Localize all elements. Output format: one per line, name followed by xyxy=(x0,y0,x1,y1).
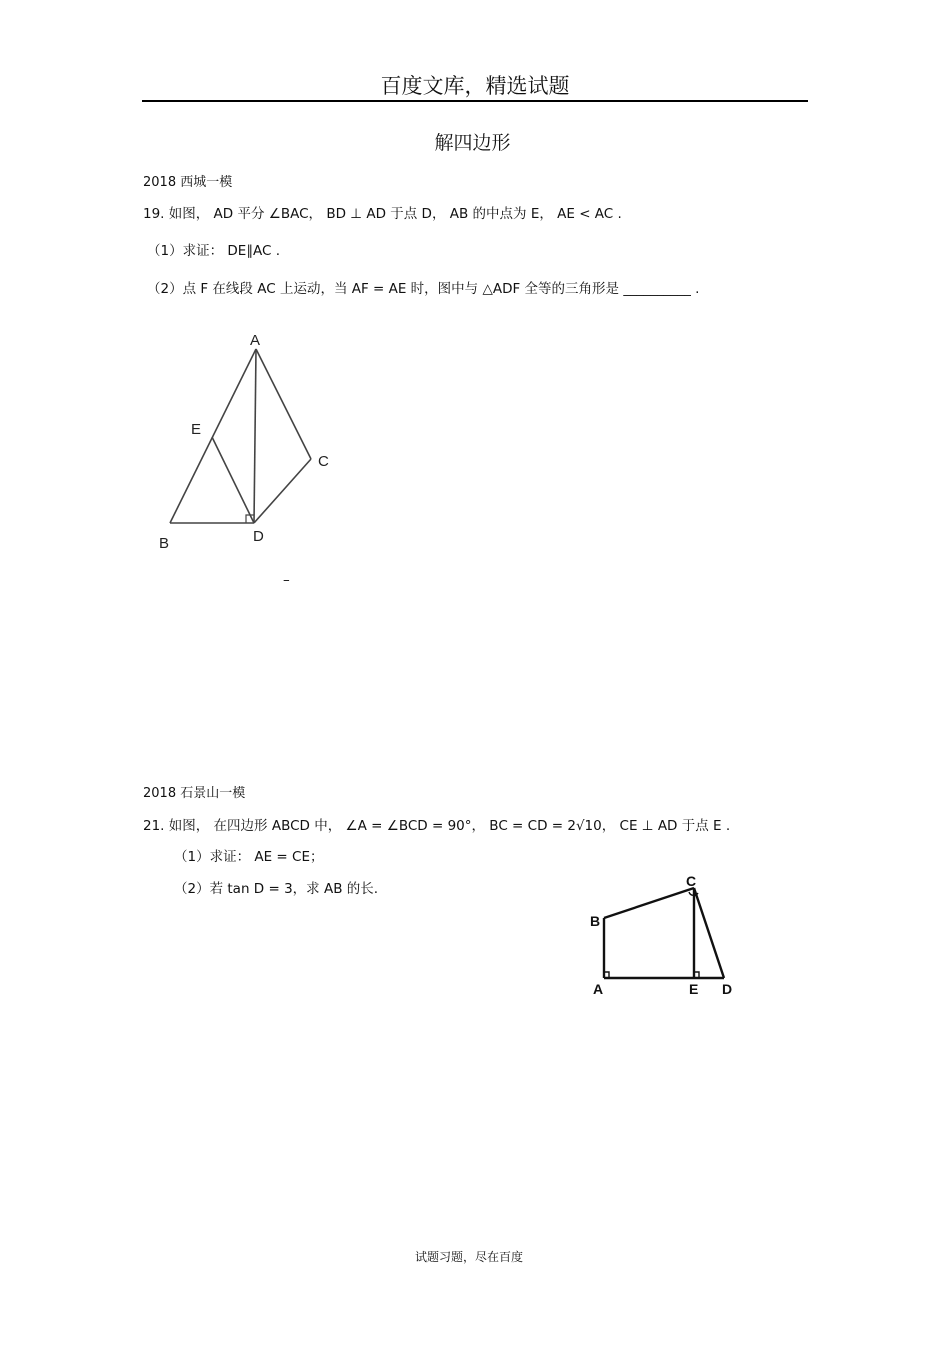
point-label-a: A xyxy=(250,332,261,349)
stray-mark: – xyxy=(283,572,290,588)
segment-bc xyxy=(604,888,694,918)
point-label-e: E xyxy=(191,421,202,438)
question-19-stem: 19. 如图， AD 平分 ∠BAC， BD ⊥ AD 于点 D， AB 的中点为 E， AE < AC . xyxy=(143,206,622,222)
question-19-figure xyxy=(150,325,350,565)
point-label-d: D xyxy=(722,981,733,997)
point-label-d: D xyxy=(253,528,264,545)
segment-ac xyxy=(256,349,311,459)
page-title: 解四边形 xyxy=(434,132,511,154)
segment-cd xyxy=(254,459,311,523)
segment-cd xyxy=(694,888,724,978)
segment-ad xyxy=(254,349,256,523)
footer-text: 试题习题，尽在百度 xyxy=(414,1250,523,1264)
point-label-c: C xyxy=(318,453,329,470)
point-label-c: C xyxy=(686,873,697,889)
header-divider xyxy=(142,100,808,102)
point-label-e: E xyxy=(689,981,699,997)
question-19-part-2: （2）点 F 在线段 AC 上运动，当 AF = AE 时，图中与 △ADF 全等的三角形是 __________ . xyxy=(147,281,700,297)
point-label-a: A xyxy=(593,981,604,997)
question-19-part-1: （1）求证： DE∥AC . xyxy=(147,243,281,259)
question-21-part-1: （1）求证： AE = CE； xyxy=(174,849,324,865)
question-21-stem: 21. 如图， 在四边形 ABCD 中， ∠A = ∠BCD = 90°， BC = CD = 2√10， CE ⊥ AD 于点 E . xyxy=(143,818,731,834)
segment-ab xyxy=(170,349,256,523)
question-21-part-2: （2）若 tan D = 3，求 AB 的长. xyxy=(174,881,379,897)
question-21-source: 2018 石景山一模 xyxy=(143,786,246,801)
point-label-b: B xyxy=(590,913,601,929)
question-19-source: 2018 西城一模 xyxy=(143,175,233,190)
header-title: 百度文库，精选试题 xyxy=(380,74,570,98)
question-21-figure xyxy=(585,870,745,1000)
segment-ed xyxy=(212,437,254,523)
point-label-b: B xyxy=(159,535,170,552)
